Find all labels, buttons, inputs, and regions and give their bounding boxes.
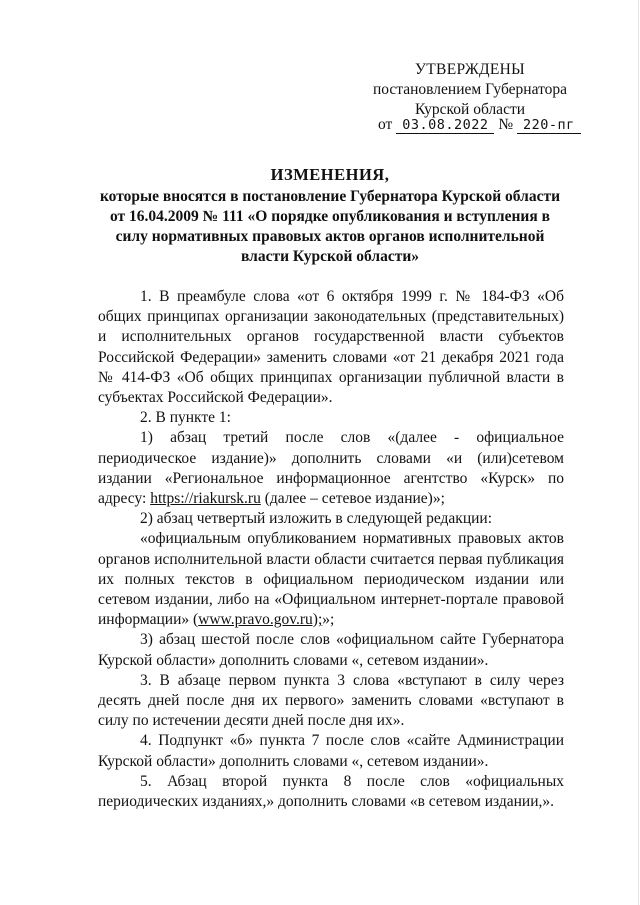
riakursk-link[interactable]: https://riakursk.ru [150, 490, 261, 508]
document-body [98, 287, 564, 812]
title-line-3: силу нормативных правовых актов органов исполнительной [115, 228, 545, 245]
approval-date-line [378, 116, 581, 134]
paragraph-1: 1. В преамбуле слова «от 6 октября 1999 г. № 184-ФЗ «Об общих принципах организации законодательных (представительных) и исполнительных органов государственной власти субъектов Российской Федерации» заменить словами «от 21 декабря 2021 года № 414-ФЗ «Об общих принципах организации публичной власти в субъектах Российской Федерации». [98, 288, 564, 407]
document-title [80, 165, 580, 267]
paragraph-2: 2. В пункте 1: [140, 409, 231, 427]
paragraph-9: 5. Абзац второй пункта 8 после слов «официальных периодических изданиях,» дополнить словами «в сетевом издании,». [98, 772, 564, 811]
paragraph-5-text: «официальным опубликованием нормативных правовых актов органов исполнительной власти области считается первая публикация их полных текстов в официальном периодическом издании или сетевом издании, либо на «Официальном интернет-портале правовой информации» ( [98, 530, 564, 629]
approval-date: 03.08.2022 [396, 118, 494, 134]
paragraph-7: 3. В абзаце первом пункта 3 слова «вступают в силу через десять дней после дня их первого» заменить словами «вступают в силу по истечении десяти дней после дня их». [98, 671, 564, 730]
approval-line-2: Курской области [414, 101, 526, 118]
paragraph-4: 2) абзац четвертый изложить в следующей редакции: [140, 510, 493, 528]
approval-line-1: постановлением Губернатора [372, 81, 568, 98]
paragraph-5-tail: »; [322, 611, 335, 629]
paragraph-3 [98, 428, 564, 509]
pravo-link[interactable]: www.pravo.gov.ru); [198, 611, 323, 629]
title-main: ИЗМЕНЕНИЯ, [270, 165, 390, 184]
scan-edge [638, 0, 639, 905]
paragraph-5 [98, 529, 564, 630]
number-prefix: № [498, 116, 514, 133]
title-line-4: власти Курской области» [240, 248, 420, 265]
date-prefix: от [378, 116, 393, 133]
approval-number: 220-пг [517, 118, 581, 134]
paragraph-3-tail: (далее – сетевое издание)»; [260, 490, 445, 508]
title-line-1: которые вносятся в постановление Губернатора Курской области [99, 188, 561, 205]
paragraph-8: 4. Подпункт «б» пункта 7 после слов «сайте Администрации Курской области» дополнить словами «, сетевом издании». [98, 732, 564, 770]
paragraph-3-text: 1) абзац третий после слов «(далее - официальное периодическое издание)» дополнить словами «и (или)сетевом издании «Региональное информационное агентство «Курск» по адресу: [98, 429, 564, 508]
approval-heading: УТВЕРЖДЕНЫ [415, 61, 525, 78]
title-line-2: от 16.04.2009 № 111 «О порядке опубликования и вступления в [110, 208, 550, 225]
approval-block [360, 60, 580, 120]
paragraph-6: 3) абзац шестой после слов «официальном сайте Губернатора Курской области» дополнить словами «, сетевом издании». [98, 631, 564, 669]
